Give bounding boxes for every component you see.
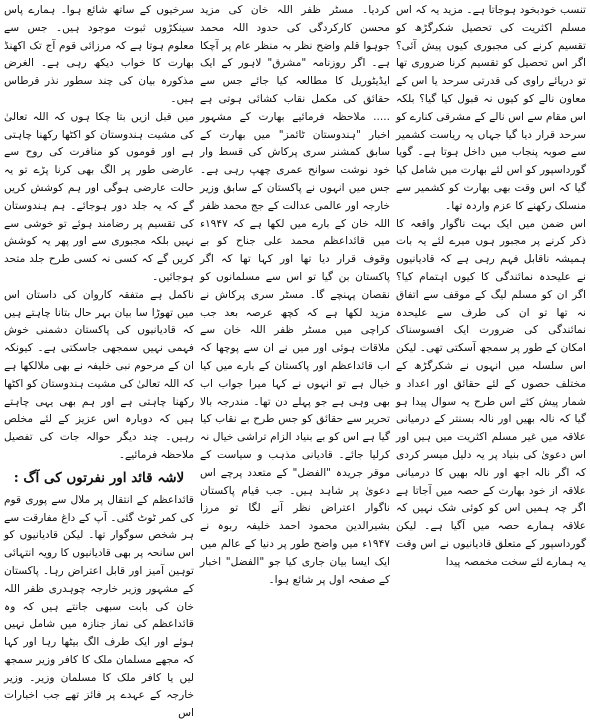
section-heading: لاشہ قائد اور نفرتوں کی آگ : (13, 469, 185, 486)
paragraph: تنسب خودبخود ہوجاتا ہے۔ مزید یہ کہ اس مسلم اکثریت کی تحصیل شکرگڑھ کو تقسیم کرنے کی مجبوری کیوں پیش آئی؟ اگر اس تحصیل کو تقسیم کرنا ضروری تھا تو دریائے راوی کی قدرتی سرحد یا اس کے معاون نالے کو کیوں نہ قبول کیا گیا؟ بلکہ اس مقام سے اس نالے کے مشرقی کنارے کو سرحد قرار دیا گیا جہاں یہ ریاست کشمیر سے صوبہ پنجاب میں داخل ہوتا ہے۔ گویا گورداسپور کو اس لئے بھارت میں شامل کیا گیا کہ اس وقت بھی بھارت کو کشمیر سے منسلک رکھنے کا عزم واردہ تھا۔ (396, 4, 586, 212)
paragraph: کردیا۔ مسٹر ظفر اللہ خان کی مزید محسن کارکردگی کی حدود اللہ محمد جوہوا قلم واضح نظر بہ منظر عام پر آچکا ہے۔ اگر روزنامہ "مشرق" لاہور کے ایک ایڈیٹوریل کا مطالعہ کیا جائے جس سے حقائق کی مکمل نقاب کشائی ہوتی ہے ..... ملاحظہ فرمائیے بھارت کے مشہور اخبار "ہندوستان ٹائمز" میں بھارت کے سابق کمشنر سری پرکاش کی قسط وار خود نوشت سوانح عمری چھپ رہی ہے۔ جس میں انہوں نے پاکستان کے سابق وزیر خارجہ اور عالمی عدالت کے جج محمد ظفر اللہ خان کے بارے میں لکھا ہے کہ ۱۹۴۷ء میں قائداعظم محمد علی جناح کو بے وقوف قرار دیا تھا اور کہا تھا کہ اگر پاکستان بن گیا تو اس سے مسلمانوں کو نقصان پہنچے گا۔ مسٹر سری پرکاش نے مزید لکھا ہے کہ کچھ عرصہ بعد جب کراچی میں مسٹر ظفر اللہ خان سے ملاقات ہوئی اور میں نے ان سے پوچھا کہ اب قائداعظم اور پاکستان کے بارے میں کیا خیال ہے تو انہوں نے کہا میرا جواب اب بھی وہی ہے جو پہلے دن تھا۔ مندرجہ بالا تحریر سے حقائق کو جس طرح بے نقاب کیا گیا ہے اس کو بے بنیاد الزام تراشی خیال نہ کرلیا جائے۔ قادیانی مذہب و سیاست کے موقر جریدہ "الفضل" کے متعدد پرچے اس دعویٰ پر شاہد ہیں۔ جب قیام پاکستان ناگوار اعتراض نظر آنے لگا تو مرزا بشیرالدین محمود احمد خلیفہ ربوہ نے ۱۹۴۷ء میں واضح طور پر دنیا کے عالم میں ایک ایسا بیان جاری کیا جو "الفضل" اخبار کے صفحہ اول پر شائع ہوا۔ (200, 4, 390, 586)
paragraph: قائداعظم کے انتقال پر ملال سے پوری قوم کی کمر ٹوٹ گئی۔ آپ کے داغ مفارقت سے ہر شخص سوگوار تھا۔ لیکن قادیانیوں کو اس سانحہ پر بھی قادیانیوں کا رویہ انتہائی توہین آمیز اور قابل اعتراض رہا۔ پاکستان کے مشہور وزیر خارجہ چوہدری ظفر اللہ خان کی بابت سبھی جانتے ہیں کہ وہ قائداعظم کی نماز جنازہ میں شامل نہیں ہوئے اور ایک طرف الگ بیٹھا رہا اور کہا کہ مجھے مسلمان ملک کا کافر وزیر سمجھ لیں یا کافر ملک کا مسلمان وزیر۔ وزیر خارجہ کے عہدے پر فائز تھے جب اخبارات اس (4, 493, 194, 720)
paragraph: اس ضمن میں ایک بہت ناگوار واقعہ کا ذکر کرنے پر مجبور ہوں میرے لئے یہ بات ہمیشہ ناقابل فہم رہی ہے کہ قادیانیوں نے علیحدہ نمائندگی کا کیوں اہتمام کیا؟ اگر ان کو مسلم لیگ کے موقف سے اتفاق نہ تھا تو ان کی طرف سے علیحدہ نمائندگی کی ضرورت ایک افسوسناک امکان کے طور پر سمجھ آسکتی تھی۔ لیکن اس سلسلہ میں انہوں نے شکرگڑھ کے مختلف حصوں کے لئے حقائق اور اعداد و شمار پیش کئے اس طرح یہ سوال پیدا ہو گیا کہ نالہ بھیں اور نالہ بسنتر کے درمیانی علاقہ میں غیر مسلم اکثریت میں ہیں اور اس دعویٰ کی بنیاد پر یہ دلیل میسر کردی کہ اگر نالہ اجھ اور نالہ بھیں کا درمیانی علاقہ از خود بھارت کے حصہ میں آجاتا ہے اگر چہ ہمیں اس کو کوئی شک نہیں کہ علاقہ ہمارے حصہ میں آگیا ہے۔ لیکن گورداسپور کے متعلق قادیانیوں نے اس وقت یہ ہمارے لئے سخت مخمصہ پیدا (396, 217, 586, 568)
column-middle (200, 2, 390, 701)
column-left (4, 2, 194, 720)
column-right (396, 2, 586, 701)
paragraph: ناکمل ہے متفقہ کاروان کی داستان اس میں تھوڑا سا بیان بہر حال بتانا چاہتے ہیں کہ قادیانیوں کی پاکستان دشمنی خوش فہمی نہیں سمجھی جاسکتی ہے۔ کیونکہ ان کے مرحوم نبی خلیفہ نے بھی ملالکھا ہے کہ اللہ تعالیٰ کی مشیت ہندوستان کو اکٹھا رکھنا چاہتی ہے اور ہم بھی یہی چاہتے ہیں کہ دوبارہ اس عزیز کے لئے مخلص رہیں۔ چند دیگر حوالہ جات کی تفصیل ملاحظہ فرمائیے۔ (4, 288, 194, 461)
paragraph: سرخیوں کے ساتھ شائع ہوا۔ ہمارے پاس سینکڑوں ثبوت موجود ہیں۔ جس سے معلوم ہوتا ہے کہ مرزائی قوم آج تک اکھنڈ بھارت کا خواب دیکھ رہی ہے۔ الغرض مذکورہ بیان کی چند سطور نذر قرطاس ہیں۔ (4, 4, 194, 105)
paragraph: میں قبل ازیں بتا چکا ہوں کہ اللہ تعالیٰ کی مشیت ہندوستان کو اکٹھا رکھنا چاہتی ہے اور قوموں کو منافرت کی روح سے عارضی طور پر الگ بھی کرنا پڑے تو یہ حالت عارضی ہوگی اور ہم کوشش کریں گے کہ یہ جلد دور ہوجائے۔ ہم ہندوستان کی تقسیم پر رضامند ہوئے تو خوشی سے نہیں بلکہ مجبوری سے اور پھر یہ کوشش کریں گے کہ کسی نہ کسی طرح جلد متحد ہوجائیں۔ (4, 110, 194, 283)
